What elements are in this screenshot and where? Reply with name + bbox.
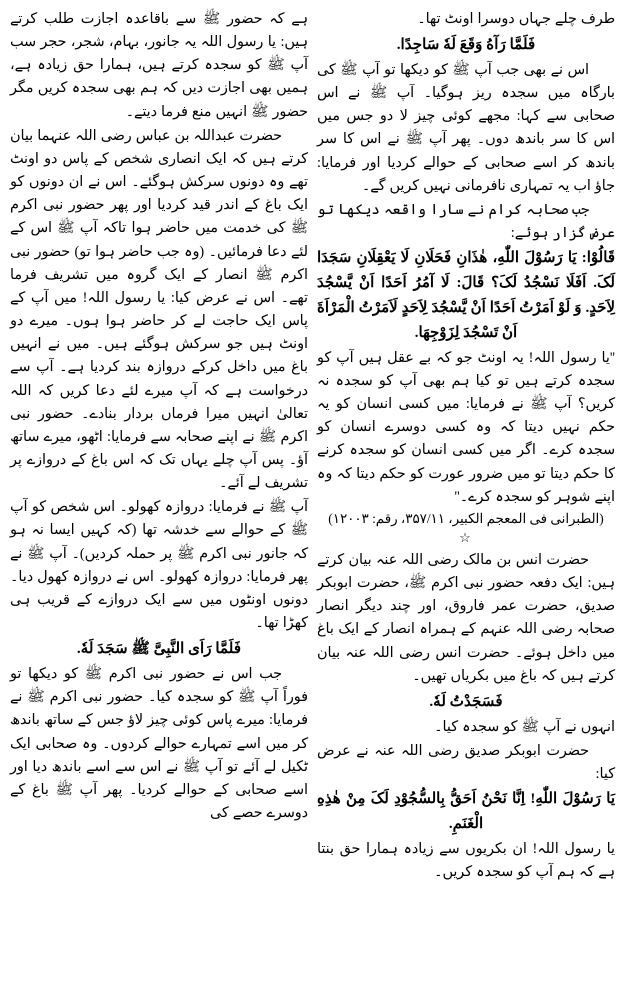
- right-text-column: [10, 8, 308, 980]
- left-para-3: جب صحابہ کرام نے سارا واقعہ دیکھا تو عرض گزار ہوئے:: [317, 201, 615, 242]
- column-gutter: [312, 8, 313, 980]
- left-arabic-4: یَا رَسُوْلَ اللّٰهِ! اِنَّا نَحْنُ اَحَقُّ بِالسُّجُوْدِ لَکَ مِنْ هٰذِهِ الْغَنَمِ.: [317, 791, 615, 833]
- right-para-3: آپ ﷺ نے فرمایا: دروازہ کھولو۔ اس شخص کو آپ ﷺ کے حوالے سے خدشہ تھا (کہ کہیں ایسا نہ ہو کہ جانور نبی اکرم ﷺ پر حملہ کردیں)۔ آپ ﷺ نے پھر فرمایا: دروازہ کھولو۔ اس نے دروازہ کھول دیا۔ دونوں اونٹوں میں سے ایک دروازے کے قریب ہی کھڑا تھا۔: [10, 499, 308, 632]
- left-para-8: یا رسول اللہ! ان بکریوں سے زیادہ ہمارا حق بنتا ہے کہ ہم آپ کو سجدہ کریں۔: [317, 840, 615, 881]
- left-para-5: حضرت انس بن مالک رضی اللہ عنہ بیان کرتے ہیں: ایک دفعہ حضور نبی اکرم ﷺ، حضرت ابوبکر صدیق، حضرت عمر فاروق، اور چند دیگر انصار صحابہ رضی اللہ عنہم کے ہمراہ انصار کے ایک باغ میں داخل ہوئے۔ حضرت انس رضی اللہ عنہ بیان کرتے ہیں کہ باغ میں بکریاں تھیں۔: [317, 551, 615, 684]
- left-para-4: ''یا رسول اللہ! یہ اونٹ جو کہ بے عقل ہیں آپ کو سجدہ کرتے ہیں تو کیا ہم بھی آپ کو سجدہ نہ کریں؟ آپ ﷺ نے فرمایا: میں کسی انسان کو یہ حکم نہیں دیتا کہ وہ کسی دوسرے انسان کو سجدہ کرے۔ اگر میں کسی انسان کو سجدہ کرنے کا حکم دیتا تو میں ضرور عورت کو حکم دیتا کہ وہ اپنے شوہر کو سجدہ کرے۔'': [317, 349, 615, 505]
- left-para-2: اس نے بھی جب آپ ﷺ کو دیکھا تو آپ ﷺ کی بارگاہ میں سجدہ ریز ہوگیا۔ آپ ﷺ نے اس صحابی سے کہا: مجھے کوئی چیز لا دو جس میں اس کا سر باندھ دوں۔ پھر آپ ﷺ نے اس کا سر باندھ کر اسے صحابی کے حوالے کردیا اور فرمایا: جاؤ اب یہ تمہاری نافرمانی نہیں کریں گے۔: [317, 62, 615, 194]
- left-para-7: حضرت ابوبکر صدیق رضی اللہ عنہ نے عرض کیا:: [317, 742, 615, 782]
- left-star-separator: ☆: [459, 529, 473, 545]
- right-para-4: جب اس نے حضور نبی اکرم ﷺ کو دیکھا تو فوراً آپ ﷺ کو سجدہ کیا۔ حضور نبی اکرم ﷺ نے فرمایا: میرے پاس کوئی چیز لاؤ جس کے ساتھ باندھ کر میں اسے تمہارے حوالے کردوں۔ وہ صحابی ایک ٹکیل لے آئے تو آپ ﷺ نے اس سے اسے باندھ دیا اور اسے صحابی کے حوالے کردیا۔ پھر آپ ﷺ باغ کے دوسرے حصے کی: [10, 666, 308, 821]
- right-para-2: حضرت عبداللہ بن عباس رضی اللہ عنہما بیان کرتے ہیں کہ ایک انصاری شخص کے پاس دو اونٹ تھے وہ دونوں سرکش ہوگئے۔ اس نے ان دونوں کو ایک باغ کے اندر قید کردیا اور پھر حضور نبی اکرم ﷺ کی خدمت میں حاضر ہوا تاکہ آپ ﷺ اس کے لئے دعا فرمائیں۔ (وہ جب حاضر ہوا تو) حضور نبی اکرم ﷺ انصار کے ایک گروہ میں تشریف فرما تھے۔ اس نے عرض کیا: یا رسول اللہ! میں آپ کے پاس ایک حاجت لے کر حاضر ہوا ہوں۔ میرے دو اونٹ ہیں جو سرکش ہوگئے ہیں۔ میں نے انہیں باغ میں داخل کرکے دروازہ بند کردیا ہے۔ آپ سے درخواست ہے کہ آپ میرے لئے دعا کریں کہ اللہ تعالیٰ انہیں میرا فرماں بردار بنادے۔ حضور نبی اکرم ﷺ نے اپنے صحابہ سے فرمایا: اٹھو، میرے ساتھ آؤ۔ پس آپ چلے یہاں تک کہ اس باغ کے دروازے پر تشریف لے آئے۔: [10, 127, 308, 492]
- left-arabic-3: فَسَجَدْتُ لَهٗ.: [429, 692, 503, 710]
- right-para-1: ہے کہ حضور ﷺ سے باقاعدہ اجازت طلب کرتے ہیں: یا رسول اللہ یہ جانور، بہام، شجر، حجر سب آپ ﷺ کو سجدہ کرتے ہیں، ہمارا حق زیادہ ہے، ہمیں بھی اجازت دیں کہ ہم بھی سجدہ کریں مگر حضور ﷺ انہیں منع فرما دیتے۔: [10, 11, 308, 120]
- left-text-column: [317, 8, 615, 980]
- right-arabic-1: فَلَمَّا رَاَی النَّبِیَّ ﷺ سَجَدَ لَهٗ.: [76, 640, 242, 658]
- left-para-6: انہوں نے آپ ﷺ کو سجدہ کیا۔: [434, 718, 615, 735]
- two-column-layout: [10, 8, 615, 980]
- left-para-1: طرف چلے جہاں دوسرا اونٹ تھا۔: [417, 11, 615, 27]
- left-arabic-1: فَلَمَّا رَآهُ وَقَعَ لَهٗ سَاجِدًا.: [396, 36, 536, 54]
- left-arabic-2: قَالُوْا: یَا رَسُوْلَ اللّٰهِ، هٰذَانِ فَحَلَانِ لَا یَعْقِلَانِ سَجَدَا لَکَ. اَفَلَا نَسْجُدُ لَکَ؟ قَالَ: لَا آمُرُ اَحَدًا اَنْ یَّسْجُدَ لِاَحَدٍ. وَ لَوْ اَمَرْتُ اَحَدًا اَنْ یَّسْجُدَ لِاَحَدٍ لَاَمَرْتُ الْمَرْاَةَ اَنْ تَسْجُدَ لِزَوْجِهَا.: [317, 250, 615, 341]
- left-reference-1: (الطبرانی فی المعجم الکبیر، ۳۵۷/۱۱، رقم: ۱۲۰۰۳): [328, 510, 604, 526]
